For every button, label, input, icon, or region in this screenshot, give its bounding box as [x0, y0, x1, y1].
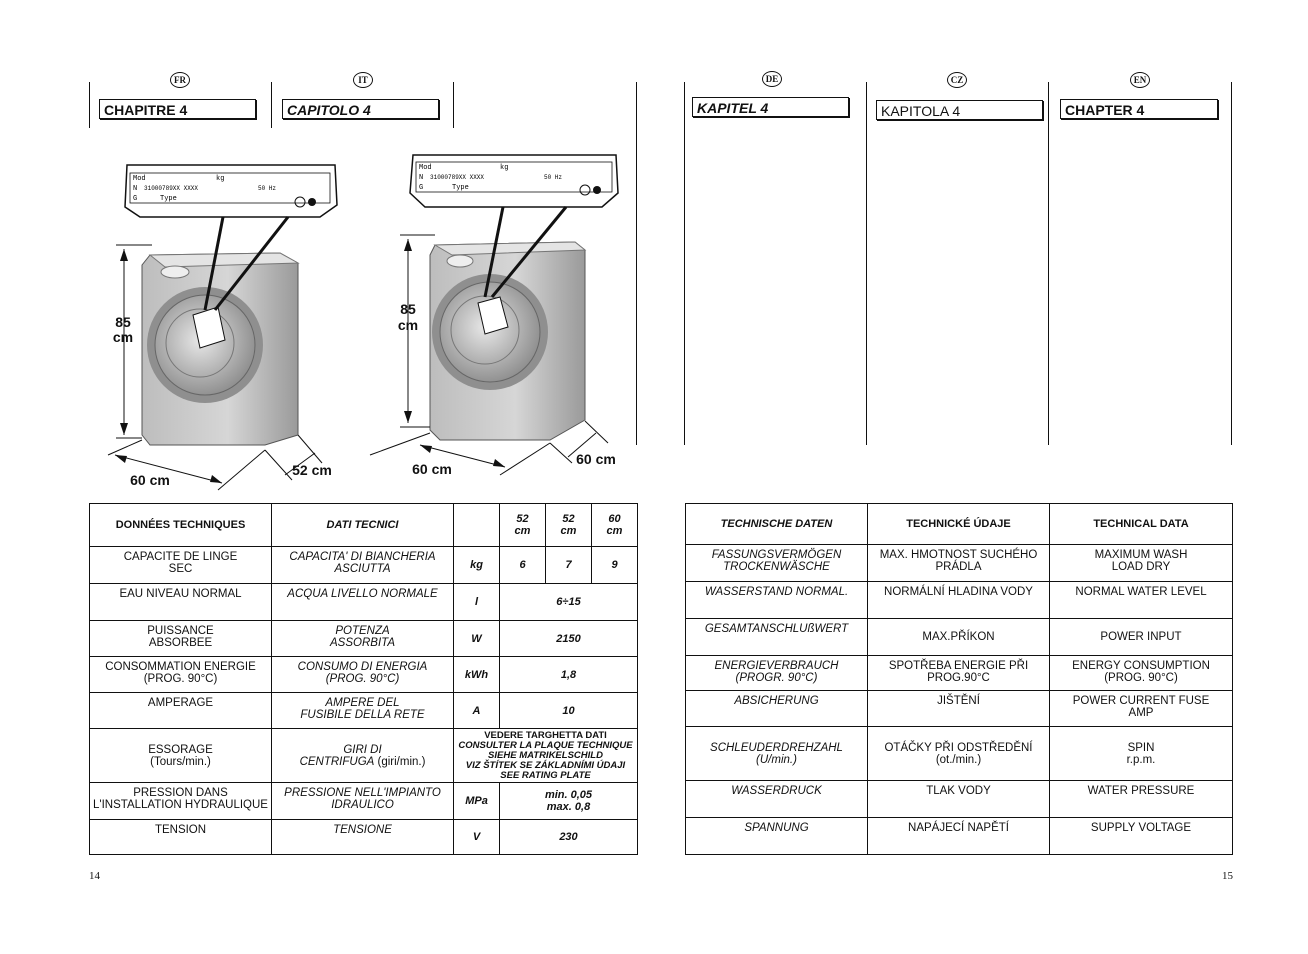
technical-data-table-left: [89, 503, 638, 855]
row-unit: W: [454, 621, 500, 657]
lang-badge-cz: CZ: [947, 72, 967, 88]
rating-plate-2: [410, 155, 618, 207]
header-fr: DONNÉES TECHNIQUES: [90, 504, 272, 547]
page-number-left: 14: [89, 870, 100, 882]
svg-text:Type: Type: [160, 195, 177, 203]
row-label-de: GESAMTANSCHLUßWERT: [686, 619, 868, 656]
row-unit: kg: [454, 547, 500, 584]
lang-badge-en: EN: [1130, 72, 1150, 88]
svg-text:G: G: [419, 184, 424, 192]
svg-text:85: 85: [400, 301, 416, 317]
row-label-de: WASSERSTAND NORMAL.: [686, 582, 868, 619]
row-label-cz: MAX. HMOTNOST SUCHÉHO PRÁDLA: [868, 545, 1050, 582]
svg-text:Mod: Mod: [419, 164, 432, 172]
row-label-de: WASSERDRUCK: [686, 781, 868, 818]
row-label-it: POTENZA ASSORBITA: [272, 621, 454, 657]
svg-text:60 cm: 60 cm: [130, 472, 170, 488]
header-model-52b: 52 cm: [546, 504, 592, 547]
row-label-cz: TLAK VODY: [868, 781, 1050, 818]
row-label-en: NORMAL WATER LEVEL: [1050, 582, 1233, 619]
row-value: 6: [500, 547, 546, 584]
column-divider: [1048, 82, 1049, 445]
column-divider: [866, 82, 867, 445]
row-label-de: ABSICHERUNG: [686, 691, 868, 727]
note-cz: VIZ ŠTÍTEK SE ZÁKLADNÍMI ÚDAJI: [465, 759, 626, 771]
svg-text:G: G: [133, 195, 138, 203]
row-label-it: [272, 729, 454, 783]
see-rating-plate-note: [454, 729, 638, 783]
row-value: 6÷15: [500, 584, 638, 621]
chapter-title-en: CHAPTER 4: [1060, 99, 1218, 119]
row-label-de: FASSUNGSVERMÖGEN TROCKENWÄSCHE: [686, 545, 868, 582]
svg-text:Type: Type: [452, 184, 469, 192]
row-label-cz: SPOTŘEBA ENERGIE PŘI PROG.90°C: [868, 656, 1050, 691]
height-dimension-2: [398, 235, 435, 427]
header-cz: TECHNICKÉ ÚDAJE: [868, 504, 1050, 545]
lang-badge-de: DE: [762, 71, 782, 87]
row-value: min. 0,05 max. 0,8: [500, 783, 638, 820]
row-label-fr: CONSOMMATION ENERGIE (PROG. 90°C): [90, 657, 272, 693]
row-label-de: SPANNUNG: [686, 818, 868, 855]
svg-text:52 cm: 52 cm: [292, 462, 332, 478]
row-unit: MPa: [454, 783, 500, 820]
row-unit: A: [454, 693, 500, 729]
row-value: 230: [500, 820, 638, 855]
header-unit: [454, 504, 500, 547]
svg-text:50 Hz: 50 Hz: [258, 185, 277, 192]
spin-label-b: CENTRIFUGA: [299, 755, 375, 768]
svg-text:31000789XX XXXX: 31000789XX XXXX: [144, 185, 199, 192]
row-value: 2150: [500, 621, 638, 657]
washing-machine-2: [430, 242, 585, 440]
row-label-en: POWER CURRENT FUSE AMP: [1050, 691, 1233, 727]
svg-text:31000789XX XXXX: 31000789XX XXXX: [430, 174, 485, 181]
chapter-title-de: KAPITEL 4: [692, 97, 849, 117]
row-label-fr: TENSION: [90, 820, 272, 855]
row-value: 7: [546, 547, 592, 584]
row-unit: V: [454, 820, 500, 855]
header-model-60: 60 cm: [592, 504, 638, 547]
row-label-fr: PUISSANCE ABSORBEE: [90, 621, 272, 657]
svg-text:85: 85: [115, 314, 131, 330]
page-number-right: 15: [1222, 870, 1233, 882]
svg-text:60 cm: 60 cm: [576, 451, 616, 467]
width-dimension-1: [108, 440, 265, 490]
svg-text:N: N: [133, 185, 138, 193]
header-de: TECHNISCHE DATEN: [686, 504, 868, 545]
row-label-fr: CAPACITE DE LINGE SEC: [90, 547, 272, 584]
row-label-en: ENERGY CONSUMPTION (PROG. 90°C): [1050, 656, 1233, 691]
column-divider: [271, 82, 272, 128]
svg-text:Mod: Mod: [133, 175, 146, 183]
note-de: SIEHE MATRIKELSCHILD: [488, 749, 603, 761]
row-label-it: PRESSIONE NELL'IMPIANTO IDRAULICO: [272, 783, 454, 820]
note-fr: CONSULTER LA PLAQUE TECHNIQUE: [458, 739, 633, 751]
washing-machine-1: [142, 253, 298, 445]
header-model-52a: 52 cm: [500, 504, 546, 547]
row-value: 1,8: [500, 657, 638, 693]
column-divider: [89, 82, 90, 128]
row-label-en: WATER PRESSURE: [1050, 781, 1233, 818]
svg-text:N: N: [419, 174, 424, 182]
svg-text:60 cm: 60 cm: [412, 461, 452, 477]
chapter-title-it: CAPITOLO 4: [282, 99, 439, 119]
svg-text:kg: kg: [216, 175, 225, 183]
technical-data-table-right: [685, 503, 1233, 855]
row-label-it: CONSUMO DI ENERGIA (PROG. 90°C): [272, 657, 454, 693]
row-label-en: SPIN r.p.m.: [1050, 727, 1233, 781]
svg-text:kg: kg: [500, 164, 509, 172]
row-label-de: ENERGIEVERBRAUCH (PROGR. 90°C): [686, 656, 868, 691]
row-label-cz: NAPÁJECÍ NAPĚTÍ: [868, 818, 1050, 855]
rating-plate-1: [125, 165, 337, 217]
row-label-fr: EAU NIVEAU NORMAL: [90, 584, 272, 621]
row-label-it: AMPERE DEL FUSIBILE DELLA RETE: [272, 693, 454, 729]
row-label-en: POWER INPUT: [1050, 619, 1233, 656]
row-label-fr: PRESSION DANS L'INSTALLATION HYDRAULIQUE: [90, 783, 272, 820]
spin-label-c: (giri/min.): [374, 755, 426, 768]
row-label-cz: MAX.PŘÍKON: [868, 619, 1050, 656]
row-label-en: MAXIMUM WASH LOAD DRY: [1050, 545, 1233, 582]
row-label-it: TENSIONE: [272, 820, 454, 855]
lang-badge-fr: FR: [170, 72, 190, 88]
row-unit: l: [454, 584, 500, 621]
header-en: TECHNICAL DATA: [1050, 504, 1233, 545]
column-divider: [1231, 82, 1232, 445]
row-label-de: SCHLEUDERDREHZAHL (U/min.): [686, 727, 868, 781]
row-value: 9: [592, 547, 638, 584]
row-label-fr: ESSORAGE (Tours/min.): [90, 729, 272, 783]
row-unit: kWh: [454, 657, 500, 693]
row-label-cz: JIŠTĚNÍ: [868, 691, 1050, 727]
row-label-en: SUPPLY VOLTAGE: [1050, 818, 1233, 855]
note-en: SEE RATING PLATE: [500, 769, 591, 781]
row-label-it: ACQUA LIVELLO NORMALE: [272, 584, 454, 621]
row-label-cz: NORMÁLNÍ HLADINA VODY: [868, 582, 1050, 619]
row-label-fr: AMPERAGE: [90, 693, 272, 729]
row-label-cz: OTÁČKY PŘI ODSTŘEDĚNÍ (ot./min.): [868, 727, 1050, 781]
column-divider: [453, 82, 454, 128]
spin-label-a: GIRI DI: [343, 743, 382, 756]
note-it: VEDERE TARGHETTA DATI: [484, 729, 607, 741]
svg-text:cm: cm: [112, 329, 134, 345]
chapter-title-fr: CHAPITRE 4: [99, 99, 256, 119]
row-value: 10: [500, 693, 638, 729]
row-label-it: CAPACITA' DI BIANCHERIA ASCIUTTA: [272, 547, 454, 584]
chapter-title-cz: KAPITOLA 4: [876, 100, 1043, 120]
column-divider: [684, 82, 685, 445]
svg-text:cm: cm: [397, 317, 419, 333]
washing-machine-illustration: [80, 145, 640, 495]
lang-badge-it: IT: [353, 72, 373, 88]
svg-text:50 Hz: 50 Hz: [544, 174, 563, 181]
header-it: DATI TECNICI: [272, 504, 454, 547]
